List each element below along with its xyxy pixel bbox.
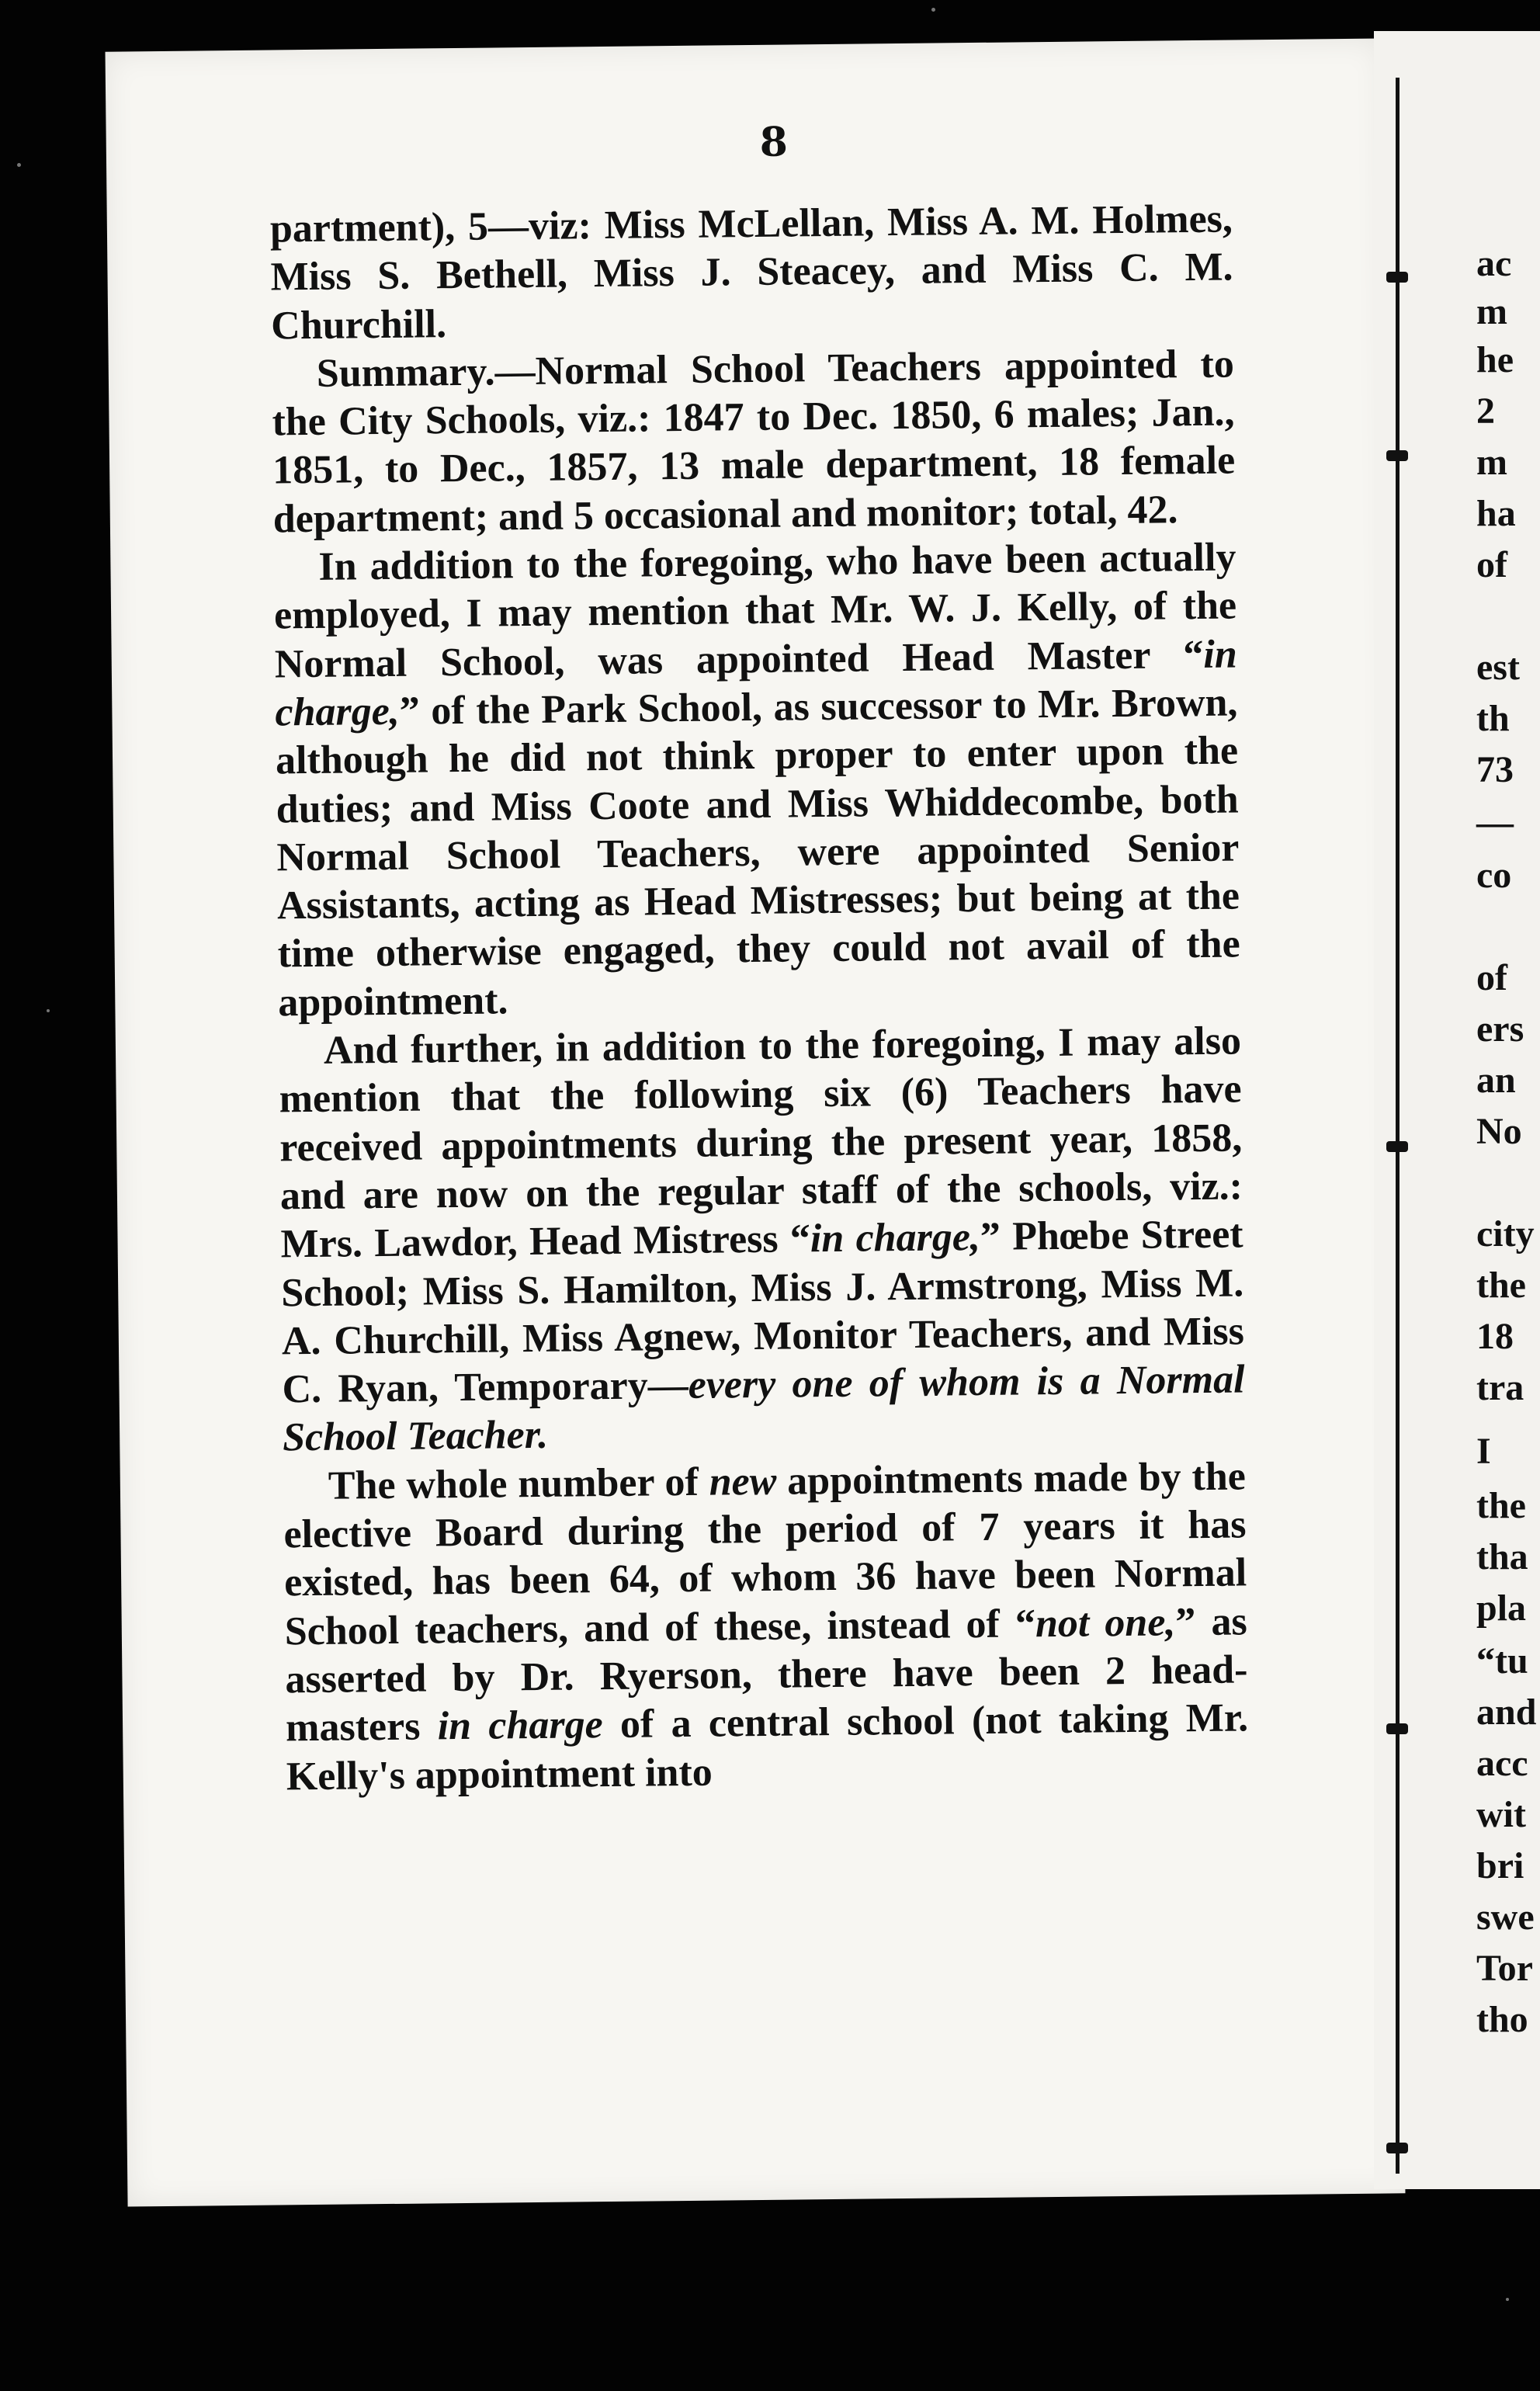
scan-speck <box>931 8 935 12</box>
gutter-notch <box>1386 272 1408 283</box>
scan-speck <box>47 1009 50 1012</box>
page-body-text <box>270 195 1249 1801</box>
facing-page-fragment: acc <box>1476 1743 1528 1784</box>
facing-page-fragment: co <box>1476 855 1512 896</box>
italic-segment: new <box>709 1459 777 1504</box>
facing-page-fragment: I <box>1476 1431 1491 1472</box>
facing-page-fragment: est <box>1476 647 1520 688</box>
gutter-notch <box>1386 450 1408 461</box>
facing-page-fragment: ha <box>1476 493 1516 534</box>
text-segment: partment), 5—viz: Miss McLellan, Miss A. M. Holmes, Miss S. Bethell, Miss J. Steacey, and Miss C. M. Churchill. <box>269 196 1233 349</box>
text-segment: of a central school (not taking Mr. Kelly's appointment into <box>286 1695 1249 1799</box>
facing-page-fragment: ers <box>1476 1008 1524 1050</box>
gutter-notch <box>1386 2143 1408 2153</box>
gutter-rule <box>1396 78 1400 2174</box>
scan-speck <box>17 163 21 167</box>
facing-page-fragment: — <box>1476 802 1514 843</box>
facing-page-fragment: tho <box>1476 1999 1528 2040</box>
text-segment: ” of the Park School, as successor to Mr. Brown, although he did not think proper to enter upon the duties; and Miss Coote and Miss Whiddecombe, both Normal School Teachers, were appointed Senior Assistants, acting as Head Mistresses; but being at the time otherwise engaged, they could not avail of the appointment. <box>275 680 1240 1025</box>
facing-page-fragment: tra <box>1476 1367 1524 1408</box>
text-segment: ” as asserted by Dr. Ryerson, there have been 2 head-masters <box>285 1599 1248 1751</box>
facing-page-fragment: the <box>1476 1485 1526 1526</box>
facing-page-fragment: of <box>1476 957 1507 998</box>
facing-page-fragment: the <box>1476 1265 1526 1306</box>
paragraph-new-appointments <box>283 1452 1249 1801</box>
paragraph-continuation <box>270 195 1234 350</box>
italic-segment: in charge, <box>810 1215 981 1261</box>
paragraph-1858-appointments <box>279 1017 1246 1463</box>
facing-page-fragment: m <box>1476 291 1507 332</box>
facing-page-edge <box>1374 31 1540 2189</box>
facing-page-fragment: 18 <box>1476 1316 1514 1357</box>
facing-page-fragment: tha <box>1476 1536 1528 1577</box>
facing-page-fragment: pla <box>1476 1588 1527 1629</box>
scan-speck <box>1506 2298 1509 2301</box>
paragraph-kelly-appointment <box>273 534 1240 1028</box>
facing-page-fragment: city <box>1476 1213 1535 1254</box>
text-segment: The whole number of <box>328 1459 709 1508</box>
facing-page-fragment: 73 <box>1476 749 1514 790</box>
facing-page-fragment: of <box>1476 544 1507 585</box>
facing-page-fragment: an <box>1476 1060 1516 1101</box>
facing-page-fragment: wit <box>1476 1794 1526 1835</box>
text-segment: In addition to the foregoing, who have been actually employed, I may mention that Mr. W. J. Kelly, of the Normal School, was appointed Head Master “ <box>273 535 1237 687</box>
text-segment: Summary.—Normal School Teachers appointed to the City Schools, viz.: 1847 to Dec. 1850, 6 males; Jan., 1851, to Dec., 1857, 13 male department, 18 female department; and 5 occasional and monitor; total, 42. <box>272 342 1236 542</box>
gutter-notch <box>1386 1723 1408 1734</box>
facing-page-fragment: m <box>1476 442 1507 483</box>
facing-page-fragment: swe <box>1476 1896 1535 1938</box>
facing-page-fragment: “tu <box>1476 1640 1528 1681</box>
text-segment: appointments made by the elective Board during the period of 7 years it has existed, has been 64, of whom 36 have been Normal School teachers, and of these, instead of “ <box>283 1454 1247 1654</box>
facing-page-fragment: Tor <box>1476 1948 1533 1989</box>
gutter-notch <box>1386 1141 1408 1152</box>
facing-page-fragment: th <box>1476 698 1510 739</box>
facing-page-fragment: ac <box>1476 243 1512 284</box>
paragraph-summary <box>272 340 1237 543</box>
facing-page-fragment: he <box>1476 339 1514 380</box>
facing-page-fragment: bri <box>1476 1845 1524 1886</box>
page-number: 8 <box>759 118 789 166</box>
text-segment: And further, in addition to the foregoing, I may also mention that the following six (6) Teachers have received appointments during the present year, 1858, and are now on the regular staff of the schools, viz.: Mrs. Lawdor, Head Mistress “ <box>279 1019 1243 1267</box>
italic-segment: in charge, <box>275 632 1238 735</box>
book-page <box>106 38 1406 2206</box>
facing-page-fragment: and <box>1476 1692 1537 1733</box>
facing-page-fragment: No <box>1476 1111 1522 1152</box>
italic-segment: in charge <box>437 1702 603 1749</box>
text-segment: ” Phœbe Street School; Miss S. Hamilton, Miss J. Armstrong, Miss M. A. Churchill, Miss Agnew, Monitor Teachers, and Miss C. Ryan, Temporary— <box>280 1212 1245 1412</box>
facing-page-fragment: 2 <box>1476 390 1495 432</box>
italic-segment: not one, <box>1035 1599 1176 1646</box>
italic-segment: every one of whom is a Normal School Teacher. <box>282 1357 1245 1460</box>
